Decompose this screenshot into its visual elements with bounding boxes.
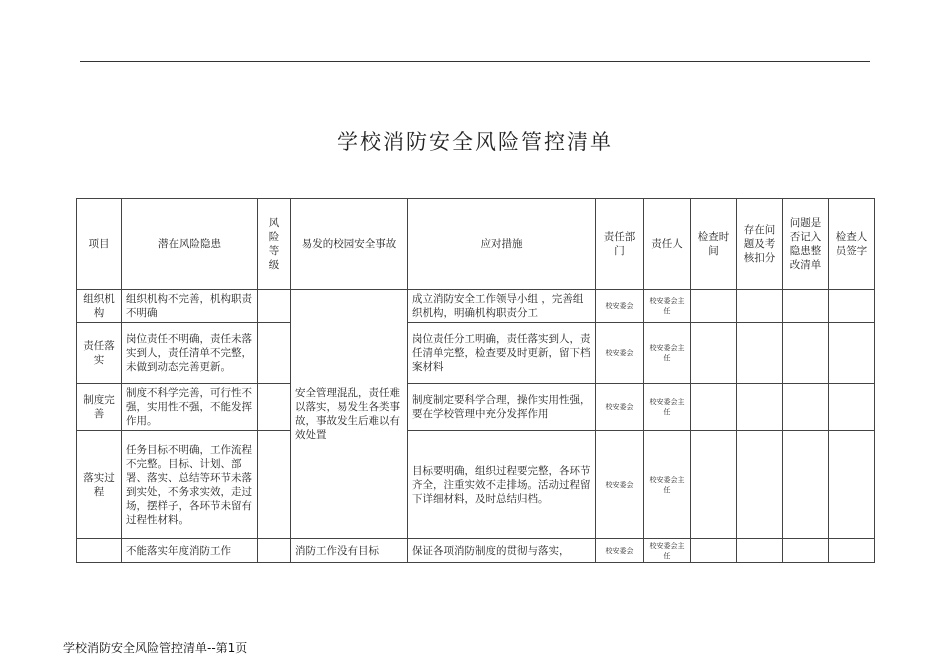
row-hazard: 不能落实年度消防工作: [122, 539, 258, 563]
header-person: 责任人: [644, 199, 691, 290]
row-problems: [737, 431, 783, 539]
row-signature: [829, 323, 875, 384]
row-dept: 校安委会: [596, 539, 644, 563]
header-risk-level-text: 风险等级: [268, 217, 280, 271]
table-row: [77, 323, 875, 384]
row-person: 校安委会主任: [644, 290, 691, 323]
row-signature: [829, 384, 875, 431]
row-problems: [737, 323, 783, 384]
table-row: [77, 384, 875, 431]
header-check-time: 检查时间: [691, 199, 737, 290]
row-problems: [737, 290, 783, 323]
row-dept: 校安委会: [596, 431, 644, 539]
table-row: [77, 290, 875, 323]
header-accident: 易发的校园安全事故: [291, 199, 408, 290]
row-hazard: 任务目标不明确，工作流程不完整。目标、计划、部署、落实、总结等环节未落到实处，不务求实效，走过场，摆样子，各环节未留有过程性材料。: [122, 431, 258, 539]
header-risk-level: [258, 199, 291, 290]
row-dept: 校安委会: [596, 384, 644, 431]
row-rectify: [783, 290, 829, 323]
row-check-time: [691, 431, 737, 539]
table-header-row: [77, 199, 875, 290]
row-item: [77, 539, 122, 563]
row-hazard: 制度不科学完善，可行性不强，实用性不强，不能发挥作用。: [122, 384, 258, 431]
row-signature: [829, 431, 875, 539]
row-person: 校安委会主任: [644, 384, 691, 431]
row-person: 校安委会主任: [644, 323, 691, 384]
row-measures: 制度制定要科学合理，操作实用性强，要在学校管理中充分发挥作用: [408, 384, 596, 431]
table-row: [77, 431, 875, 539]
row-item: 制度完善: [77, 384, 122, 431]
row-person: 校安委会主任: [644, 539, 691, 563]
row-rectify: [783, 539, 829, 563]
row-check-time: [691, 323, 737, 384]
shared-accident-cell: 安全管理混乱，责任难以落实，易发生各类事故，事故发生后难以有效处置: [291, 290, 408, 539]
row-hazard: 组织机构不完善，机构职责不明确: [122, 290, 258, 323]
row-person: 校安委会主任: [644, 431, 691, 539]
row-item: 落实过程: [77, 431, 122, 539]
row-dept: 校安委会: [596, 323, 644, 384]
row-risk-level: [258, 539, 291, 563]
row-rectify: [783, 384, 829, 431]
header-signature: 检查人员签字: [829, 199, 875, 290]
header-problems: 存在问题及考核扣分: [737, 199, 783, 290]
header-hazard: 潜在风险隐患: [122, 199, 258, 290]
row-hazard: 岗位责任不明确，责任未落实到人，责任清单不完整，未做到动态完善更新。: [122, 323, 258, 384]
row-problems: [737, 384, 783, 431]
row-measures: 岗位责任分工明确，责任落实到人，责任清单完整，检查要及时更新，留下档案材料: [408, 323, 596, 384]
row-dept: 校安委会: [596, 290, 644, 323]
row-risk-level: [258, 323, 291, 384]
header-item: 项目: [77, 199, 122, 290]
risk-control-table: [76, 198, 875, 563]
table-row: [77, 539, 875, 563]
row-rectify: [783, 323, 829, 384]
row-risk-level: [258, 384, 291, 431]
row-check-time: [691, 384, 737, 431]
header-dept: 责任部门: [596, 199, 644, 290]
top-rule: [80, 61, 870, 62]
row-item: 责任落实: [77, 323, 122, 384]
row-problems: [737, 539, 783, 563]
header-rectify: 问题是否记入隐患整改清单: [783, 199, 829, 290]
row-signature: [829, 290, 875, 323]
row-signature: [829, 539, 875, 563]
row-accident: 消防工作没有目标: [291, 539, 408, 563]
page-footer: 学校消防安全风险管控清单--第1页: [63, 641, 248, 655]
row-measures: 保证各项消防制度的贯彻与落实，: [408, 539, 596, 563]
page-title: 学校消防安全风险管控清单: [337, 130, 613, 154]
row-rectify: [783, 431, 829, 539]
row-check-time: [691, 290, 737, 323]
row-measures: 成立消防安全工作领导小组 ，完善组织机构，明确机构职责分工: [408, 290, 596, 323]
row-check-time: [691, 539, 737, 563]
row-measures: 目标要明确，组织过程要完整，各环节齐全，注重实效不走排场。活动过程留下详细材料，及时总结归档。: [408, 431, 596, 539]
header-measures: 应对措施: [408, 199, 596, 290]
row-risk-level: [258, 290, 291, 323]
row-item: 组织机构: [77, 290, 122, 323]
row-risk-level: [258, 431, 291, 539]
